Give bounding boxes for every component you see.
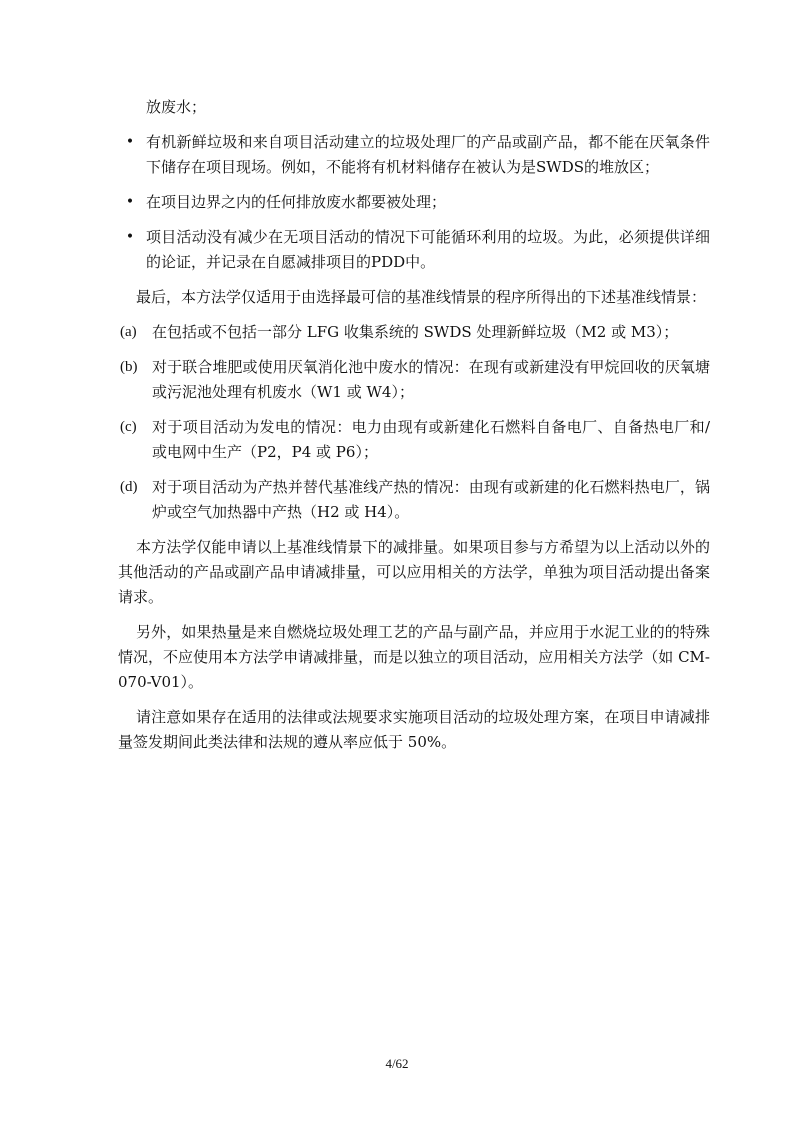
scenario-item (118, 475, 710, 525)
scenario-item (118, 355, 710, 405)
bullet-text: 项目活动没有减少在无项目活动的情况下可能循环利用的垃圾。为此，必须提供详细的论证，并记录在自愿减排项目的PDD中。 (146, 228, 710, 271)
bullet-item (118, 130, 710, 180)
continuation-text: 放废水； (146, 98, 207, 116)
scenario-marker: (c) (120, 419, 137, 435)
scenario-marker: (a) (120, 324, 137, 340)
scenario-item (118, 415, 710, 465)
scenario-text: 对于联合堆肥或使用厌氧消化池中废水的情况：在现有或新建没有甲烷回收的厌氧塘或污泥池处理有机废水（W1 或 W4）； (152, 358, 710, 401)
body-paragraph: 另外，如果热量是来自燃烧垃圾处理工艺的产品与副产品，并应用于水泥工业的的特殊情况，不应使用本方法学申请减排量，而是以独立的项目活动，应用相关方法学（如 CM-070-V01）。 (118, 623, 710, 691)
bullet-text: 有机新鲜垃圾和来自项目活动建立的垃圾处理厂的产品或副产品，都不能在厌氧条件下储存在项目现场。例如，不能将有机材料储存在被认为是SWDS的堆放区； (146, 133, 710, 176)
baseline-scenario-list (118, 320, 710, 525)
scenario-text: 在包括或不包括一部分 LFG 收集系统的 SWDS 处理新鲜垃圾（M2 或 M3）； (152, 323, 679, 341)
bullet-text: 在项目边界之内的任何排放废水都要被处理； (146, 193, 447, 211)
scenario-text: 对于项目活动为发电的情况：电力由现有或新建化石燃料自备电厂、自备热电厂和/或电网中生产（P2，P4 或 P6）； (152, 418, 710, 461)
applicability-bullet-list (118, 130, 710, 275)
bullet-item (118, 225, 710, 275)
scenario-marker: (b) (120, 359, 138, 375)
scenario-text: 对于项目活动为产热并替代基准线产热的情况：由现有或新建的化石燃料热电厂，锅炉或空气加热器中产热（H2 或 H4）。 (152, 478, 710, 521)
body-paragraph: 请注意如果存在适用的法律或法规要求实施项目活动的垃圾处理方案，在项目申请减排量签发期间此类法律和法规的遵从率应低于 50%。 (118, 708, 710, 751)
scenario-marker: (d) (120, 479, 138, 495)
bullet-icon: • (125, 229, 135, 245)
bullet-icon: • (125, 134, 135, 150)
body-paragraph: 本方法学仅能申请以上基准线情景下的减排量。如果项目参与方希望为以上活动以外的其他活动的产品或副产品申请减排量，可以应用相关的方法学，单独为项目活动提出备案请求。 (118, 538, 710, 606)
intro-paragraph: 最后，本方法学仅适用于由选择最可信的基准线情景的程序所得出的下述基准线情景： (136, 288, 707, 306)
page-number: 4/62 (385, 1056, 409, 1071)
scenario-item (118, 320, 710, 345)
bullet-icon: • (125, 194, 135, 210)
bullet-item (118, 190, 710, 215)
document-body (118, 95, 710, 765)
